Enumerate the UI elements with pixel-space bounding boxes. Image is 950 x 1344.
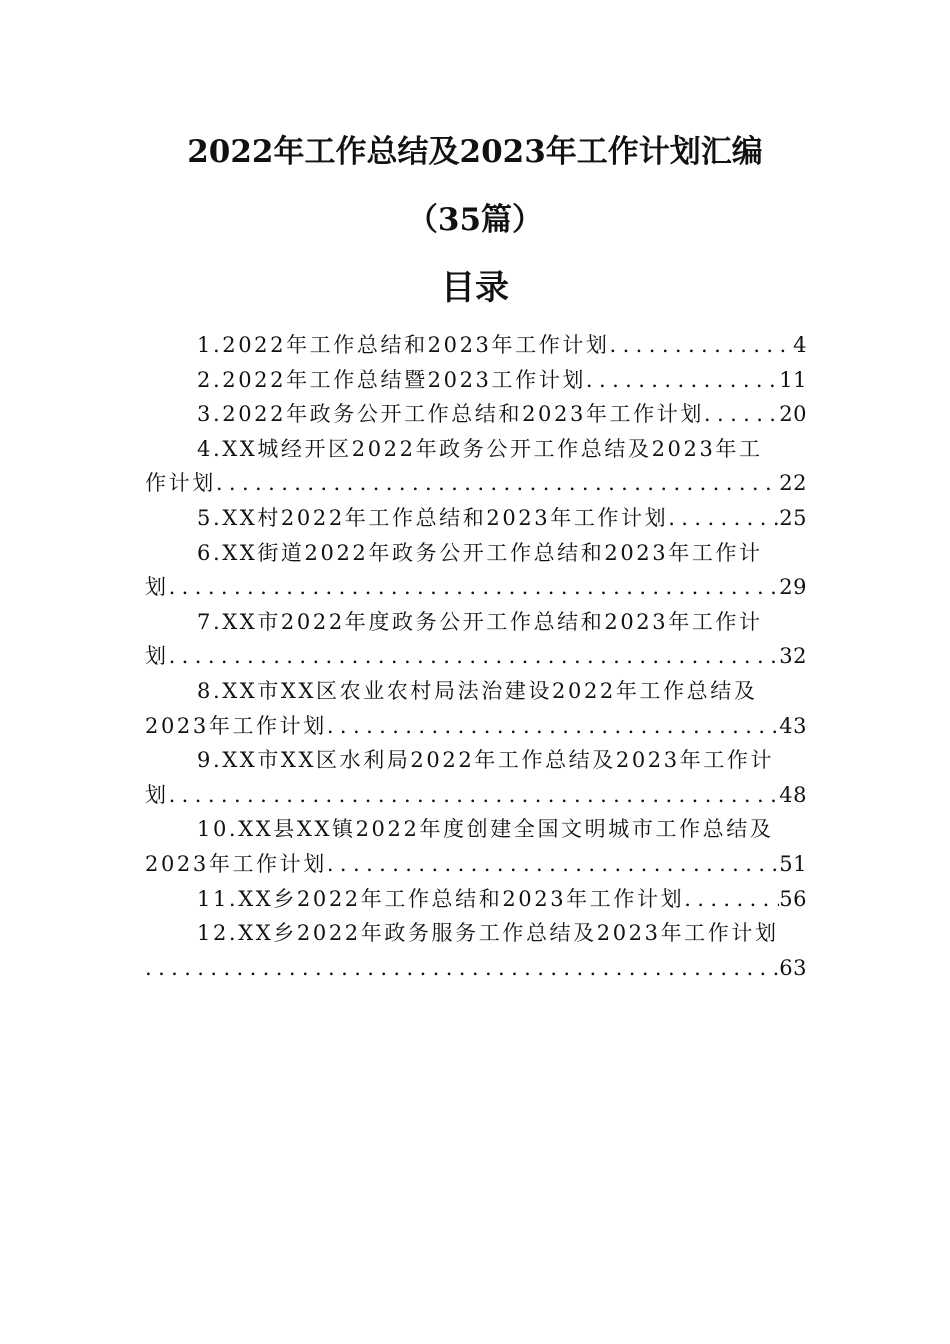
toc-entry-title-continued: 2023年工作计划 [145,713,327,738]
dot-leader [668,501,779,536]
dot-leader [169,570,780,605]
toc-entry[interactable] [145,397,807,432]
toc-entry-continuation[interactable] [145,709,807,744]
dot-leader [704,397,779,432]
dot-leader [216,466,779,501]
toc-entry[interactable] [145,812,807,847]
toc-entry[interactable] [145,536,807,571]
toc-entry-title: 3.2022年政务公开工作总结和2023年工作计划 [197,402,704,427]
dot-leader [169,639,780,674]
toc-entry[interactable] [145,363,807,398]
toc-entry-title-continued: 划 [145,782,169,807]
toc-entry[interactable] [145,328,807,363]
toc-entry[interactable] [145,432,807,467]
toc-page-number: 20 [779,402,807,427]
toc-page-number: 29 [779,575,807,600]
table-of-contents [145,328,807,985]
toc-entry[interactable] [145,501,807,536]
toc-entry[interactable] [145,605,807,640]
toc-entry[interactable] [145,743,807,778]
toc-heading: 目录 [441,268,509,308]
toc-page-number: 4 [793,333,807,357]
toc-entry-continuation[interactable] [145,951,807,986]
toc-page-number: 22 [779,471,807,496]
toc-page-number: 11 [779,367,807,392]
toc-entry-title: 4.XX城经开区2022年政务公开工作总结及2023年工 [197,436,763,461]
toc-entry-continuation[interactable] [145,778,807,813]
dot-leader [610,328,794,363]
toc-entry-title-continued: 划 [145,644,169,669]
dot-leader [586,363,779,398]
dot-leader [169,778,780,813]
toc-page-number: 32 [779,644,807,669]
toc-entry-continuation[interactable] [145,570,807,605]
toc-entry-title: 10.XX县XX镇2022年度创建全国文明城市工作总结及 [197,817,774,842]
toc-entry[interactable] [145,916,807,951]
toc-entry-title-continued: 作计划 [145,471,216,496]
toc-page-number: 25 [779,505,807,530]
toc-entry-continuation[interactable] [145,847,807,882]
toc-entry-continuation[interactable] [145,639,807,674]
toc-entry-title: 8.XX市XX区农业农村局法治建设2022年工作总结及 [197,678,758,703]
toc-entry-title: 12.XX乡2022年政务服务工作总结及2023年工作计划 [197,921,779,946]
toc-page-number: 43 [779,713,807,738]
dot-leader [145,951,779,986]
toc-entry-continuation[interactable] [145,466,807,501]
toc-entry-title: 7.XX市2022年度政务公开工作总结和2023年工作计 [197,609,763,634]
toc-entry-title: 5.XX村2022年工作总结和2023年工作计划 [197,505,669,530]
toc-entry-title: 6.XX街道2022年政务公开工作总结和2023年工作计 [197,540,763,565]
document-title: 2022年工作总结及2023年工作计划汇编 [187,134,763,170]
toc-entry-title-continued: 2023年工作计划 [145,851,327,876]
toc-entry-title-continued: 划 [145,575,169,600]
toc-entry[interactable] [145,882,807,917]
toc-entry-title: 9.XX市XX区水利局2022年工作总结及2023年工作计 [197,748,775,773]
toc-page-number: 48 [779,782,807,807]
toc-page-number: 51 [779,851,807,876]
toc-entry[interactable] [145,674,807,709]
toc-page-number: 56 [779,886,807,911]
toc-entry-title: 2.2022年工作总结暨2023工作计划 [197,367,586,392]
toc-entry-title: 1.2022年工作总结和2023年工作计划 [197,333,610,357]
dot-leader [327,847,779,882]
dot-leader [684,882,779,917]
document-subtitle: （35篇） [406,202,544,238]
toc-entry-title: 11.XX乡2022年工作总结和2023年工作计划 [197,886,685,911]
toc-page-number: 63 [779,955,807,980]
dot-leader [327,709,779,744]
